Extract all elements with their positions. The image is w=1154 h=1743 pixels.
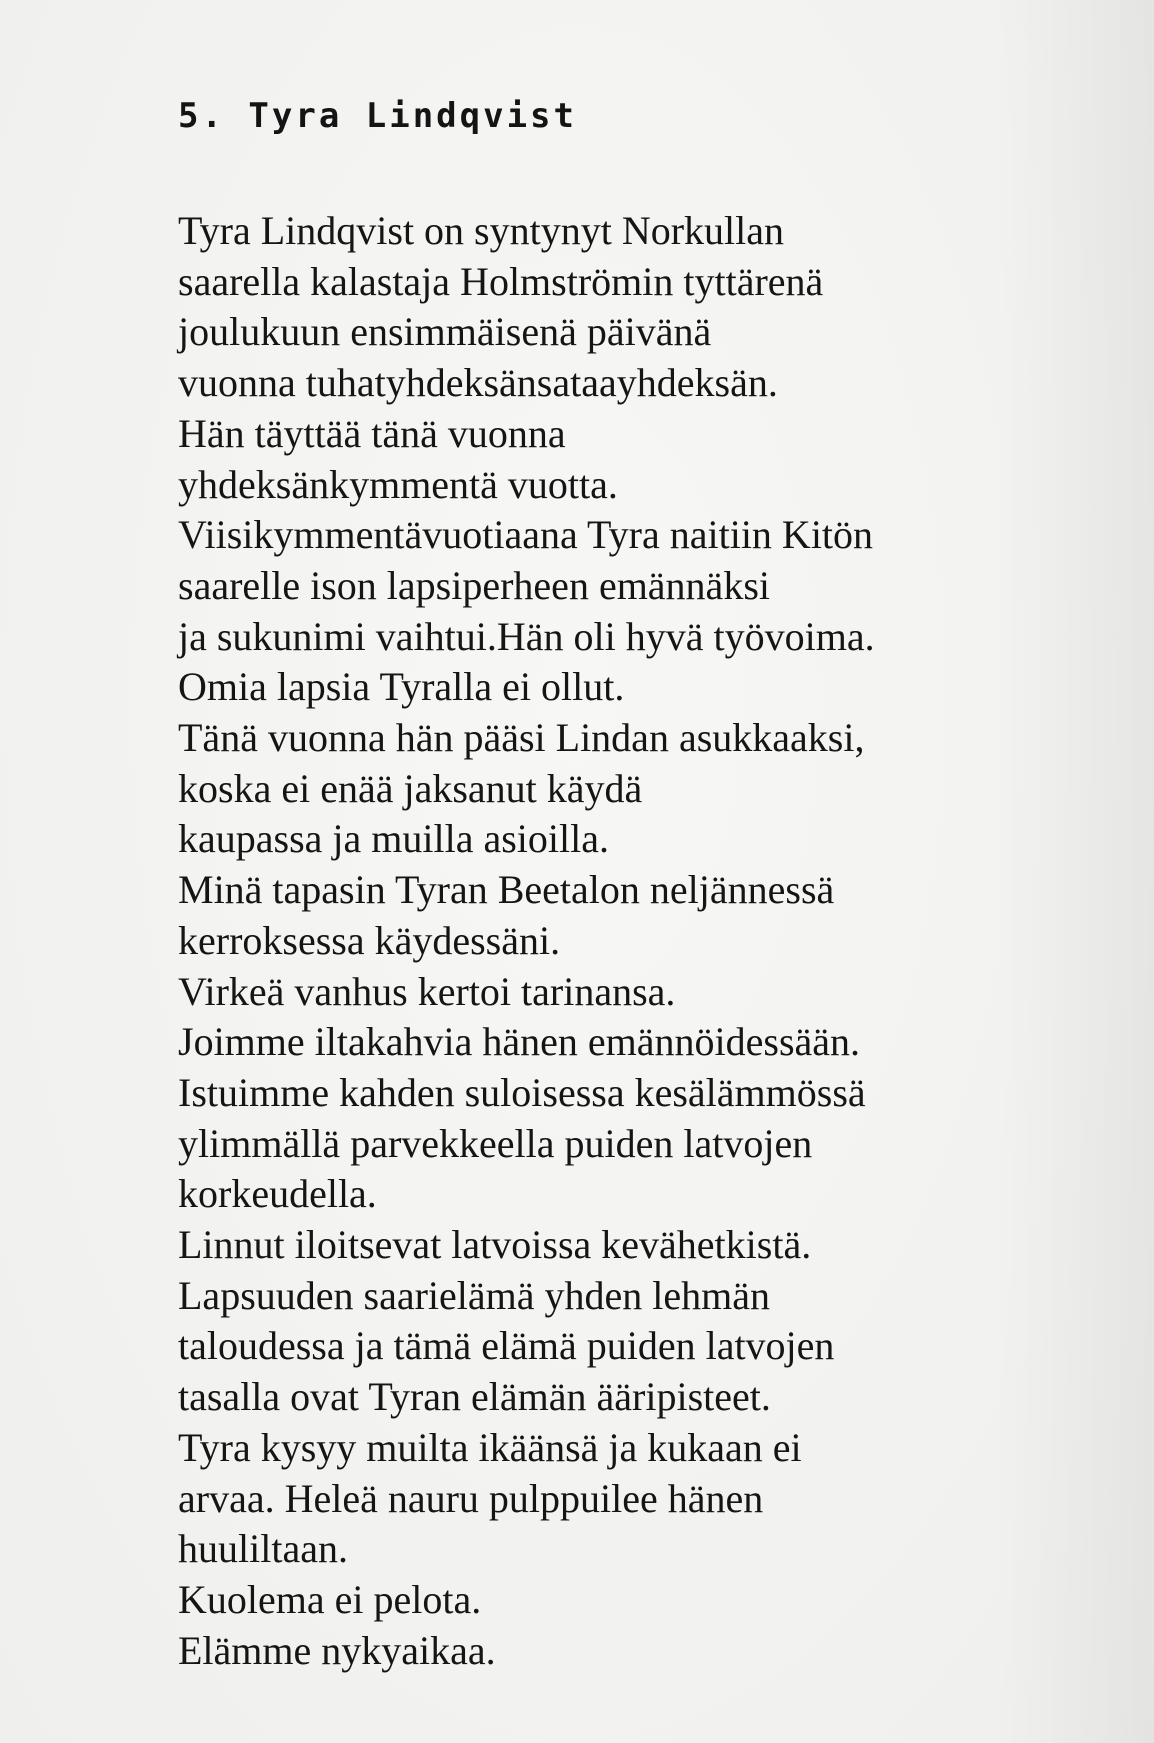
poem-line: Tyra kysyy muilta ikäänsä ja kukaan ei: [178, 1424, 802, 1470]
poem-line: Tyra Lindqvist on syntynyt Norkullan: [178, 208, 785, 253]
poem-line: kaupassa ja muilla asioilla.: [178, 816, 609, 862]
poem-line: saarella kalastaja Holmströmin tyttärenä: [178, 258, 824, 304]
poem-line: Viisikymmentävuotiaana Tyra naitiin Kitön: [178, 512, 874, 558]
poem-line: Virkeä vanhus kertoi tarinansa.: [178, 968, 676, 1014]
poem-line: Minä tapasin Tyran Beetalon neljännessä: [178, 867, 835, 913]
poem-line: Hän täyttää tänä vuonna: [178, 410, 566, 456]
poem-line: Elämme nykyaikaa.: [178, 1627, 496, 1673]
poem-line: joulukuun ensimmäisenä päivänä: [178, 309, 712, 355]
poem-line: yhdeksänkymmentä vuotta.: [178, 461, 618, 507]
poem-line: kerroksessa käydessäni.: [178, 917, 561, 963]
poem-line: ylimmällä parvekkeella puiden latvojen: [178, 1120, 813, 1166]
poem-line: Linnut iloitsevat latvoissa kevähetkistä.: [178, 1222, 812, 1268]
poem-line: Tänä vuonna hän pääsi Lindan asukkaaksi,: [178, 715, 865, 761]
poem-line: korkeudella.: [178, 1171, 377, 1217]
poem-line: Omia lapsia Tyralla ei ollut.: [178, 664, 625, 710]
poem-line: Kuolema ei pelota.: [178, 1576, 482, 1622]
poem-line: Istuimme kahden suloisessa kesälämmössä: [178, 1069, 866, 1115]
poem-line: tasalla ovat Tyran elämän ääripisteet.: [178, 1374, 771, 1420]
poem-line: Lapsuuden saarielämä yhden lehmän: [178, 1272, 770, 1318]
poem-line: Joimme iltakahvia hänen emännöidessään.: [178, 1019, 861, 1065]
poem-line: taloudessa ja tämä elämä puiden latvojen: [178, 1323, 835, 1369]
poem-line: saarelle ison lapsiperheen emännäksi: [178, 562, 770, 608]
poem-body: [178, 206, 1038, 1676]
poem-line: koska ei enää jaksanut käydä: [178, 765, 643, 811]
poem-line: arvaa. Heleä nauru pulppuilee hänen: [178, 1475, 764, 1521]
poem-line: vuonna tuhatyhdeksänsataayhdeksän.: [178, 360, 778, 406]
poem-line: ja sukunimi vaihtui.Hän oli hyvä työvoima.: [178, 613, 875, 659]
chapter-title: 5. Tyra Lindqvist: [178, 96, 577, 136]
poem-line: huuliltaan.: [178, 1526, 348, 1572]
